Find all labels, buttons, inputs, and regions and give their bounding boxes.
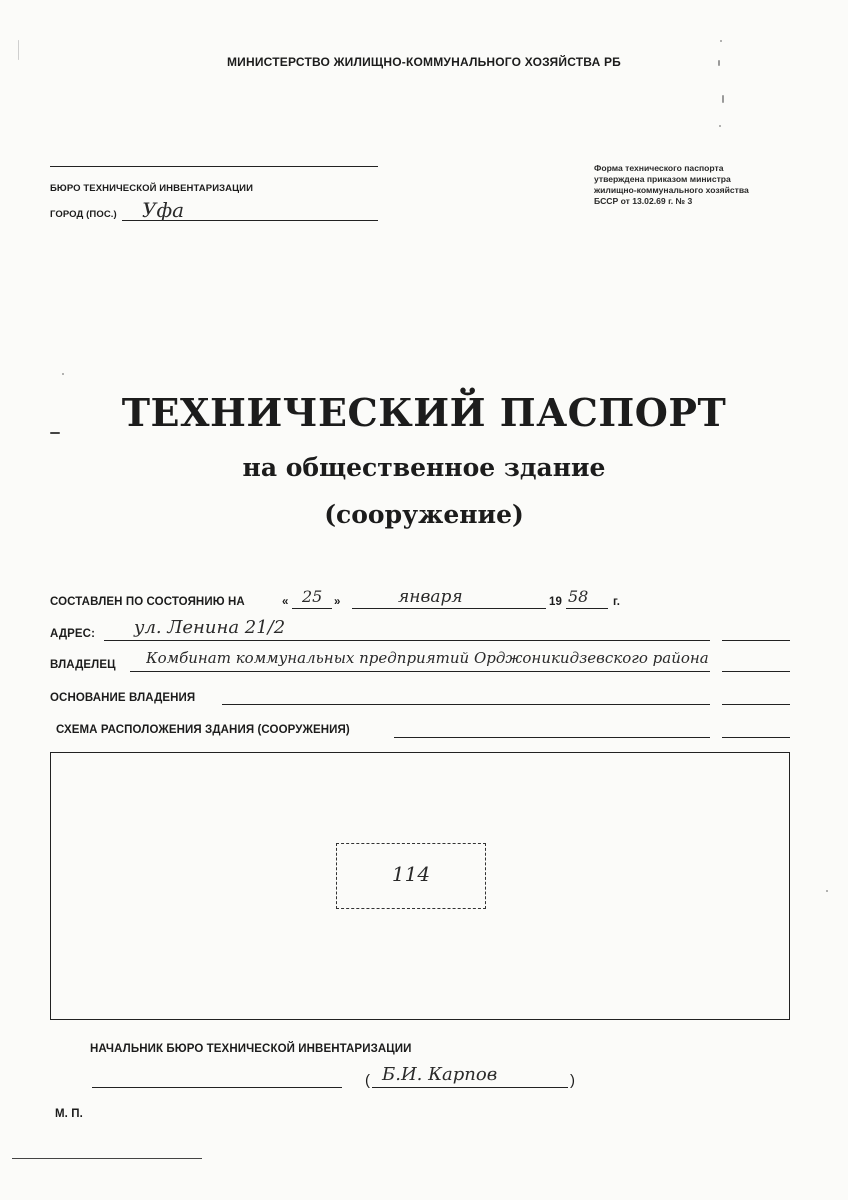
form-note-line: утверждена приказом министра — [594, 174, 731, 184]
building-label: 114 — [391, 862, 431, 886]
compiled-year-unit: г. — [613, 596, 621, 608]
scan-speck — [719, 125, 721, 127]
form-note-line: БССР от 13.02.69 г. № 3 — [594, 196, 693, 206]
address-value: ул. Ленина 21/2 — [134, 617, 286, 638]
compiled-day-line — [292, 608, 332, 609]
address-line-ext — [722, 640, 790, 641]
city-value: Уфа — [142, 198, 185, 222]
compiled-year-prefix: 19 — [549, 596, 562, 608]
compiled-month-value: января — [398, 587, 463, 607]
chief-name-paren-close: ) — [570, 1072, 576, 1089]
chief-name: Б.И. Карпов — [382, 1064, 498, 1085]
scan-speck — [720, 40, 722, 42]
building-outline — [336, 843, 486, 909]
seal-label: М. П. — [55, 1108, 83, 1120]
bureau-label: БЮРО ТЕХНИЧЕСКОЙ ИНВЕНТАРИЗАЦИИ — [50, 183, 254, 194]
scheme-line — [394, 737, 710, 738]
document-title: ТЕХНИЧЕСКИЙ ПАСПОРТ — [121, 390, 727, 435]
compiled-day-quote-close: » — [334, 596, 341, 608]
document-subtitle: на общественное здание — [242, 453, 606, 482]
form-approval-note — [594, 163, 749, 207]
chief-name-paren-open: ( — [365, 1072, 371, 1089]
scheme-frame — [50, 752, 790, 1020]
compiled-year-value: 58 — [568, 587, 589, 606]
scan-edge-line — [12, 1158, 202, 1159]
address-line — [104, 640, 710, 641]
scan-speck — [62, 373, 64, 375]
form-note-line: Форма технического паспорта — [594, 163, 724, 173]
owner-label: ВЛАДЕЛЕЦ — [50, 659, 116, 671]
scheme-label: СХЕМА РАСПОЛОЖЕНИЯ ЗДАНИЯ (СООРУЖЕНИЯ) — [56, 724, 350, 736]
scan-speck — [722, 95, 724, 103]
address-label: АДРЕС: — [50, 628, 95, 640]
ministry-header: МИНИСТЕРСТВО ЖИЛИЩНО-КОММУНАЛЬНОГО ХОЗЯЙСТВА РБ — [226, 55, 622, 69]
scan-speck — [826, 890, 828, 892]
owner-line-ext — [722, 671, 790, 672]
chief-label: НАЧАЛЬНИК БЮРО ТЕХНИЧЕСКОЙ ИНВЕНТАРИЗАЦИИ — [90, 1043, 412, 1055]
chief-signature-line — [92, 1087, 342, 1088]
chief-name-line — [372, 1087, 568, 1088]
compiled-month-line — [352, 608, 546, 609]
form-note-line: жилищно-коммунального хозяйства — [594, 185, 749, 195]
scheme-line-ext — [722, 737, 790, 738]
document-subtitle-2: (сооружение) — [324, 500, 524, 529]
basis-line-ext — [722, 704, 790, 705]
owner-line — [130, 671, 710, 672]
basis-line — [222, 704, 710, 705]
city-label: ГОРОД (ПОС.) — [50, 209, 117, 220]
owner-value: Комбинат коммунальных предприятий Орджоникидзевского района — [146, 649, 709, 667]
compiled-label: СОСТАВЛЕН ПО СОСТОЯНИЮ НА — [50, 596, 245, 608]
bureau-line — [50, 166, 378, 167]
compiled-day-value: 25 — [302, 587, 323, 606]
compiled-year-line — [566, 608, 608, 609]
basis-label: ОСНОВАНИЕ ВЛАДЕНИЯ — [50, 692, 196, 704]
compiled-day-quote-open: « — [282, 596, 289, 608]
